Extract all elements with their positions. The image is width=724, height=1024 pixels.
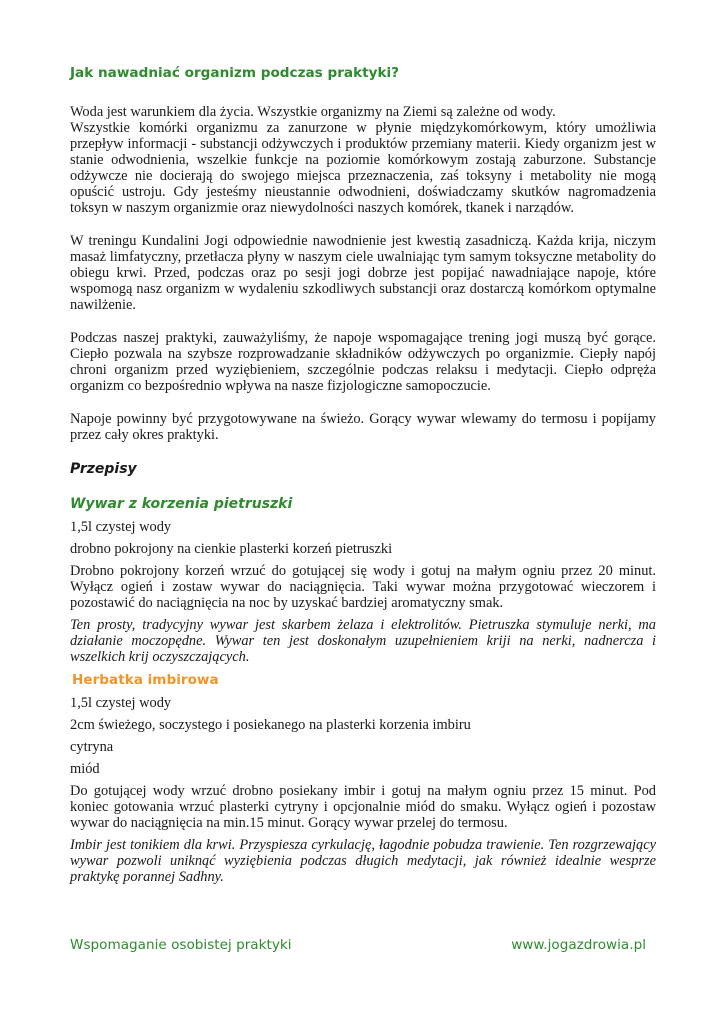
- intro-text: Wszystkie komórki organizmu za zanurzone w płynie międzykomórkowym, który umożliwia przepływ informacji - substancji odżywczych i produktów przemiany materii. Kiedy organizm jest w stanie odwodnienia, wszelkie funkcje na poziomie komórkowym zostają zaburzone. Substancje odżywcze nie docierają do swojego miejsca przeznaczenia, zaś toksyny i metabolity nie mogą opuścić ustroju. Gdy jesteśmy nieustannie odwodnieni, doświadczamy skutków nagromadzenia toksyn w naszym organizmie oraz niewydolności naszych komórek, tkanek i narządów.: [70, 120, 656, 216]
- ingredient: cytryna: [70, 739, 114, 755]
- page-title: Jak nawadniać organizm podczas praktyki?: [70, 65, 400, 81]
- ingredient: drobno pokrojony na cienkie plasterki korzeń pietruszki: [70, 541, 393, 557]
- recipe-title: Herbatka imbirowa: [72, 672, 219, 688]
- intro-paragraph-3: Podczas naszej praktyki, zauważyliśmy, że napoje wspomagające trening jogi muszą być gorące. Ciepło pozwala na szybsze rozprowadzanie składników odżywczych po organizmie. Ciepły napój chroni organizm przed wyziębieniem, szczególnie podczas relaksu i medytacji. Ciepło odpręża organizm co bezpośrednio wpływa na nasze fizjologiczne samopoczucie.: [70, 330, 656, 394]
- recipe-method: Do gotującej wody wrzuć drobno posiekany imbir i gotuj na małym ogniu przez 15 minut. Pod koniec gotowania wrzuć plasterki cytryny i opcjonalnie miód do smaku. Wyłącz ogień i pozostaw wywar do naciągnięcia na min.15 minut. Gorący wywar przelej do termosu.: [70, 783, 656, 831]
- intro-paragraph-1: [70, 104, 656, 216]
- intro-paragraph-4: Napoje powinny być przygotowywane na świeżo. Gorący wywar wlewamy do termosu i popijamy przez cały okres praktyki.: [70, 411, 656, 443]
- page-footer: [70, 937, 646, 955]
- recipe-method: Drobno pokrojony korzeń wrzuć do gotującej się wody i gotuj na małym ogniu przez 20 minut. Wyłącz ogień i zostaw wywar do naciągnięcia. Taki wywar można przygotować wieczorem i pozostawić do naciągnięcia na noc by uzyskać bardziej aromatyczny smak.: [70, 563, 656, 611]
- ingredient: 2cm świeżego, soczystego i posiekanego na plasterki korzenia imbiru: [70, 717, 471, 733]
- ingredient: 1,5l czystej wody: [70, 695, 172, 711]
- ingredient: 1,5l czystej wody: [70, 519, 172, 535]
- ingredient: miód: [70, 761, 100, 777]
- recipe-title: Wywar z korzenia pietruszki: [70, 496, 293, 512]
- recipes-heading: Przepisy: [70, 461, 137, 477]
- recipe-note: Imbir jest tonikiem dla krwi. Przyspiesza cyrkulację, łagodnie pobudza trawienie. Ten rozgrzewający wywar pozwoli uniknąć wyziębienia podczas długich medytacji, jak również idealnie wesprze praktykę porannej Sadhny.: [70, 837, 656, 885]
- footer-website-link[interactable]: www.jogazdrowia.pl: [511, 937, 646, 953]
- intro-line: Woda jest warunkiem dla życia. Wszystkie organizmy na Ziemi są zależne od wody.: [70, 104, 556, 120]
- document-body: [70, 64, 656, 891]
- footer-caption: Wspomaganie osobistej praktyki: [70, 937, 292, 953]
- recipe-note: Ten prosty, tradycyjny wywar jest skarbem żelaza i elektrolitów. Pietruszka stymuluje nerki, ma działanie moczopędne. Wywar ten jest doskonałym uzupełnieniem kriji na nerki, nadnercza i wszelkich krij oczyszczających.: [70, 617, 656, 665]
- intro-paragraph-2: W treningu Kundalini Jogi odpowiednie nawodnienie jest kwestią zasadniczą. Każda krija, niczym masaż limfatyczny, przetłacza płyny w naszym ciele uwalniając tym samym toksyczne metabolity do obiegu krwi. Przed, podczas oraz po sesji jogi dobrze jest popijać nawadniające napoje, które wspomogą nasz organizm w wydaleniu szkodliwych substancji oraz dostarczą komórkom optymalne nawilżenie.: [70, 233, 656, 313]
